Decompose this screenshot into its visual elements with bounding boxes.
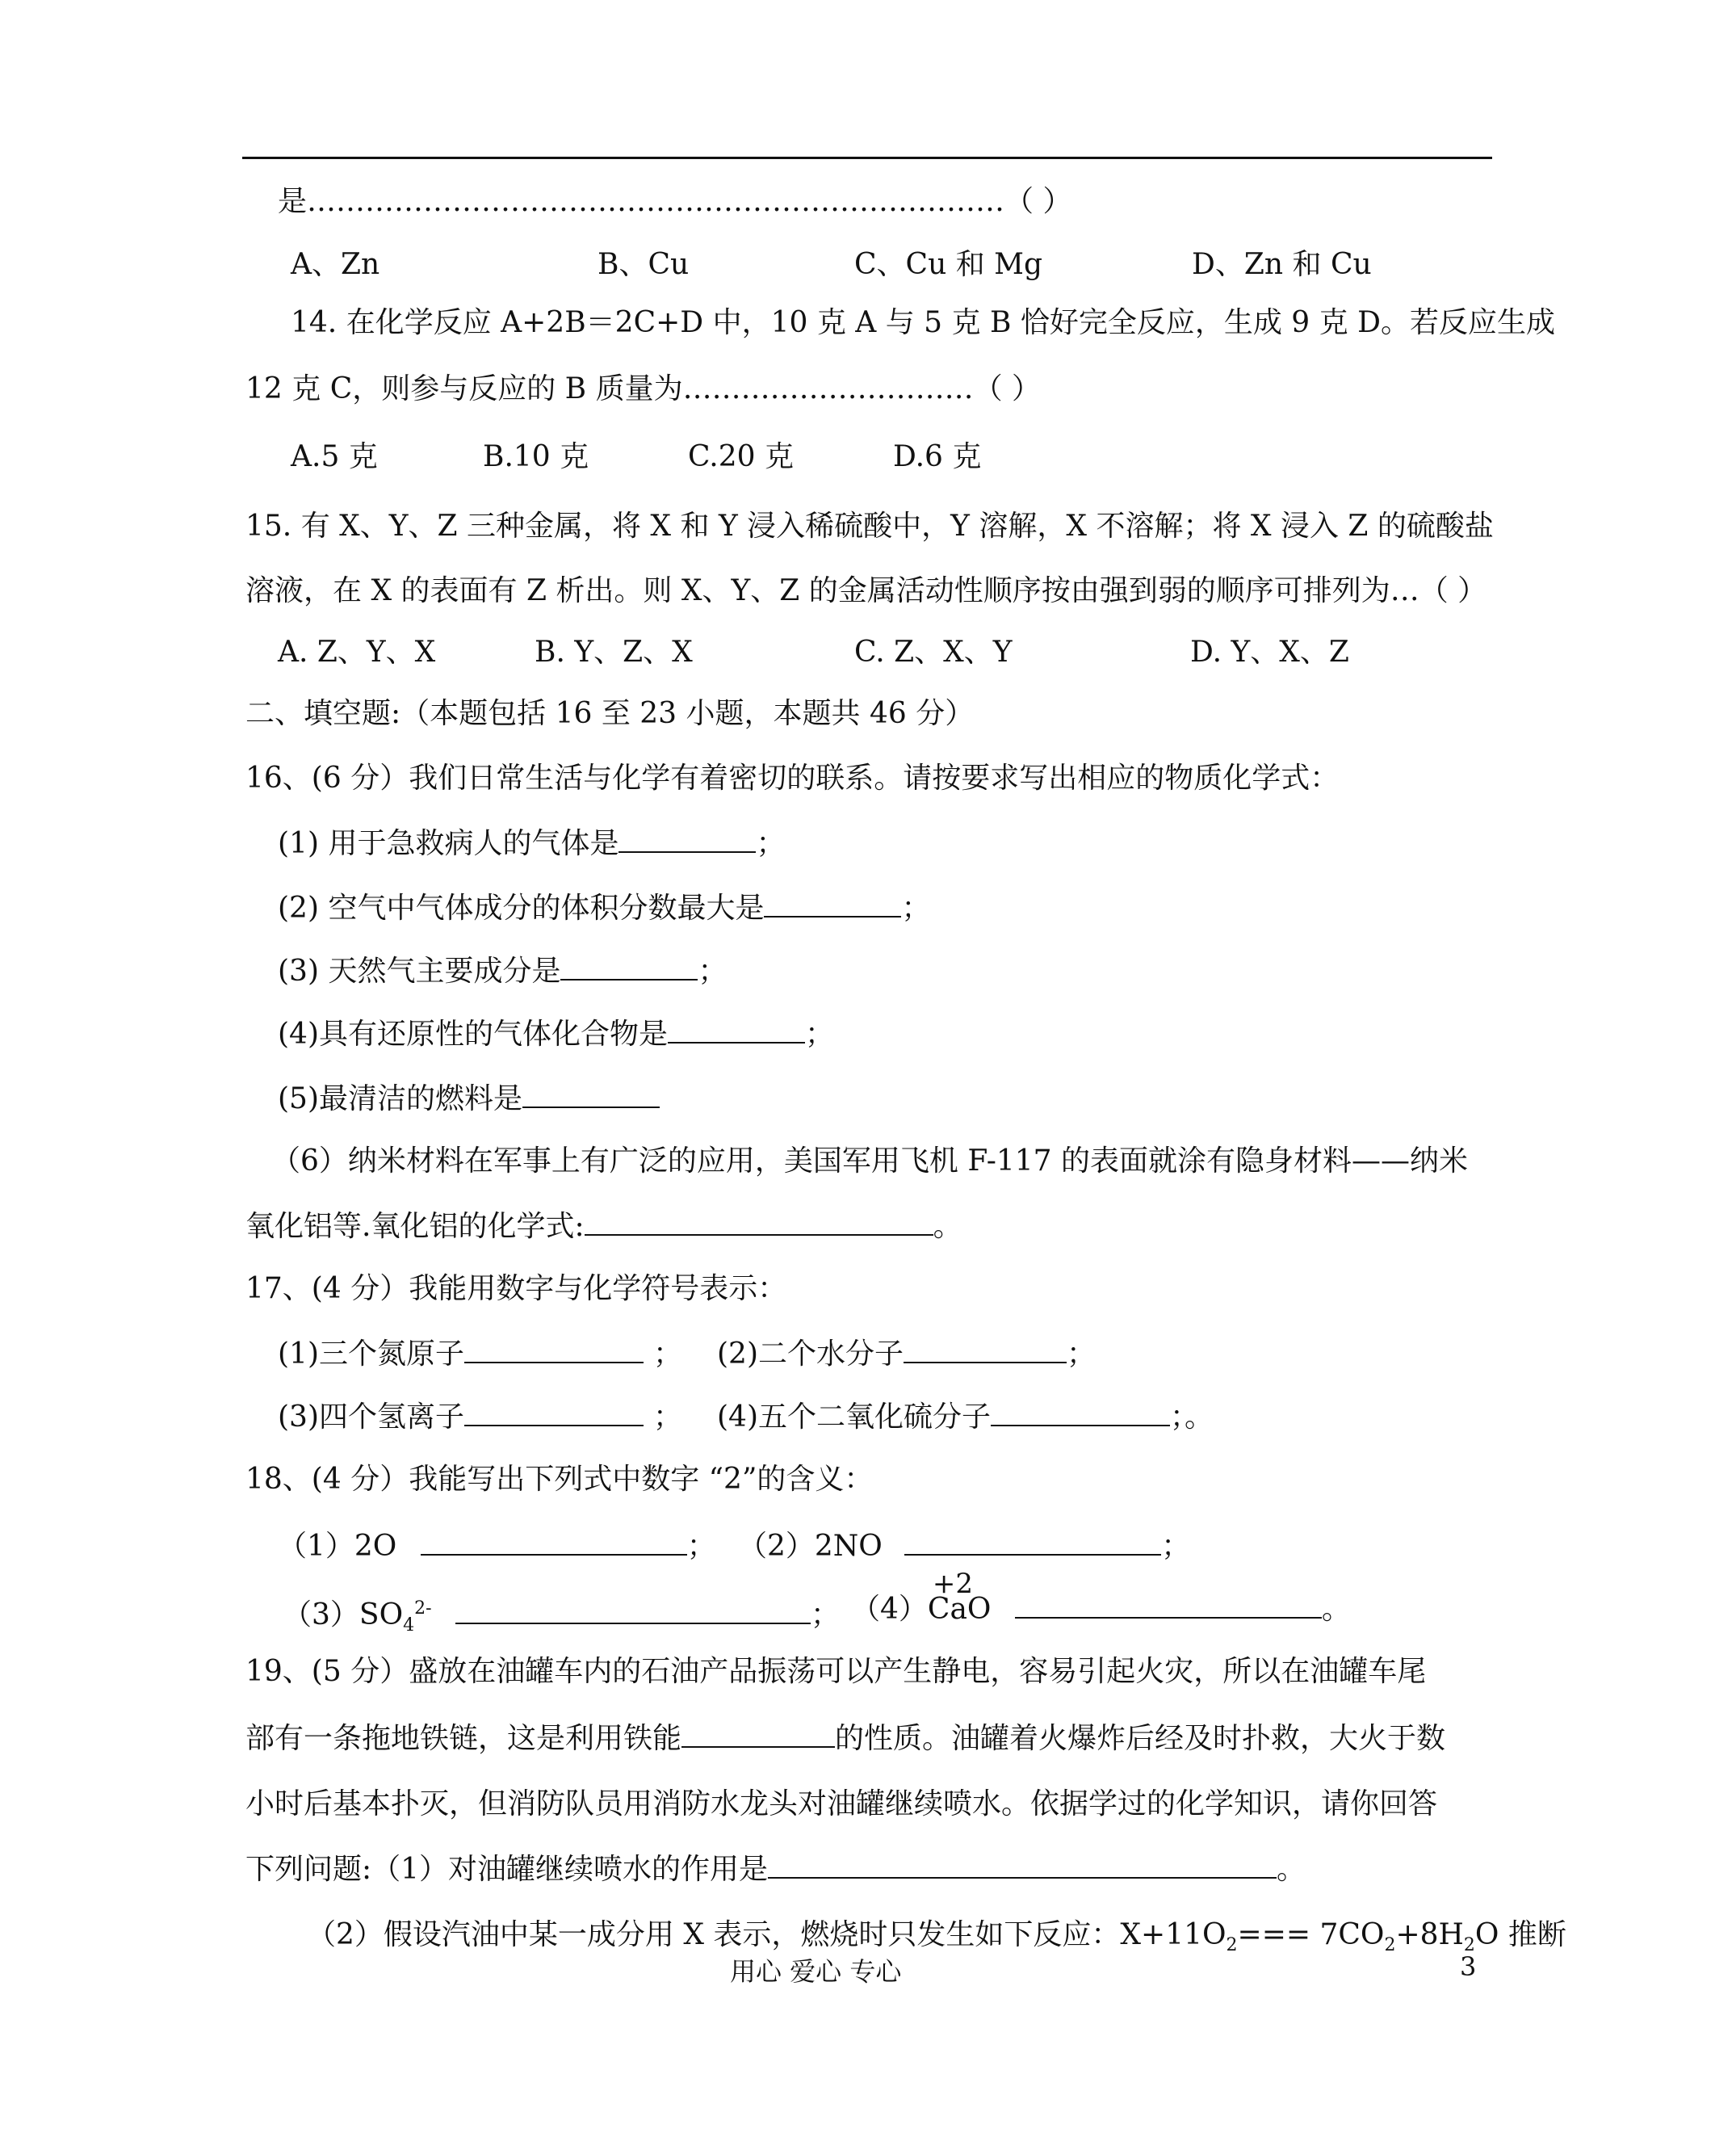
- formula-so4: [359, 1598, 432, 1636]
- answer-blank[interactable]: [455, 1597, 811, 1624]
- answer-blank[interactable]: [421, 1528, 687, 1556]
- q16-item-4: [278, 1016, 834, 1052]
- period: 。: [1277, 1853, 1306, 1886]
- answer-blank[interactable]: [768, 1851, 1277, 1879]
- q15-option-b: B. Y、Z、X: [535, 636, 693, 669]
- q18-item-4: [851, 1568, 1351, 1627]
- q14-option-a: A.5 克: [291, 440, 378, 473]
- q18-item-1-label: （1）: [278, 1530, 354, 1563]
- q16-item-4-text: (4)具有还原性的气体化合物是: [278, 1018, 668, 1051]
- q18-item-3-label: （3）: [283, 1598, 359, 1631]
- q17-item-3-text: (3)四个氢离子: [278, 1400, 464, 1434]
- q18-item-4-label: （4）: [851, 1593, 928, 1626]
- q18-item-1: [278, 1528, 716, 1564]
- valence-mark: +2: [932, 1568, 974, 1600]
- subscript: 2: [1384, 1935, 1396, 1956]
- q15-line2: 溶液，在 X 的表面有 Z 析出。则 X、Y、Z 的金属活动性顺序按由强到弱的顺序可排列为…（ ）: [245, 574, 1487, 607]
- so4-base: SO: [359, 1598, 404, 1631]
- q13-option-a: A、Zn: [291, 248, 380, 281]
- header-rule: [242, 157, 1492, 159]
- q19-line5-c: +8H: [1395, 1918, 1464, 1951]
- answer-blank[interactable]: [1015, 1591, 1322, 1619]
- q18-item-2-label: （2）: [738, 1530, 815, 1563]
- q14-line2: 12 克 C，则参与反应的 B 质量为…………………………（ ）: [245, 372, 1042, 405]
- q16-item-1: [278, 825, 785, 862]
- q16-item-6-text: 氧化铝等.氧化铝的化学式:: [245, 1210, 585, 1243]
- answer-blank[interactable]: [764, 890, 901, 918]
- q13-option-c: C、Cu 和 Mg: [854, 248, 1043, 281]
- period: 。: [1321, 1593, 1351, 1626]
- semicolon: ；: [810, 1598, 840, 1631]
- q17-item-4: [717, 1399, 1214, 1435]
- q15-option-a: A. Z、Y、X: [278, 636, 436, 669]
- q14-option-c: C.20 克: [688, 440, 794, 473]
- q14-option-b: B.10 克: [483, 440, 589, 473]
- answer-blank[interactable]: [464, 1399, 644, 1426]
- q17-item-2: [717, 1336, 1096, 1372]
- q17-stem: 17、(4 分）我能用数字与化学符号表示：: [245, 1272, 787, 1305]
- q16-item-6-line1: （6）纳米材料在军事上有广泛的应用，美国军用飞机 F-117 的表面就涂有隐身材料——纳米: [271, 1144, 1469, 1178]
- q18-item-2: [738, 1528, 1190, 1564]
- q16-item-2: [278, 890, 930, 926]
- semicolon: ；: [686, 1530, 716, 1563]
- semicolon: ；: [1067, 1337, 1097, 1371]
- q19-line1: 19、(5 分）盛放在油罐车内的石油产品振荡可以产生静电，容易引起火灾，所以在油罐车尾: [245, 1655, 1427, 1688]
- subscript: 2: [1463, 1935, 1475, 1956]
- q19-line2-a: 部有一条拖地铁链，这是利用铁能: [245, 1722, 682, 1755]
- answer-blank[interactable]: [464, 1336, 644, 1363]
- q17-item-1: [278, 1336, 682, 1372]
- semicolon: ；: [1161, 1530, 1191, 1563]
- cao-text: CaO: [927, 1593, 992, 1626]
- q16-stem: 16、(6 分）我们日常生活与化学有着密切的联系。请按要求写出相应的物质化学式：: [245, 762, 1340, 795]
- q13-option-b: B、Cu: [598, 248, 690, 281]
- q19-line5: [307, 1917, 1566, 1963]
- formula-cao: [927, 1568, 992, 1627]
- answer-blank[interactable]: [668, 1016, 805, 1044]
- answer-blank[interactable]: [681, 1720, 835, 1748]
- formula-2o: 2O: [354, 1530, 397, 1563]
- q17-item-2-text: (2)二个水分子: [717, 1337, 904, 1371]
- q16-item-3-text: (3) 天然气主要成分是: [278, 955, 561, 988]
- q19-line5-b: === 7CO: [1237, 1918, 1385, 1951]
- semicolon: ；: [756, 827, 786, 860]
- semicolon: ；: [653, 1400, 683, 1434]
- q19-line4: [245, 1851, 1306, 1888]
- q16-item-1-text: (1) 用于急救病人的气体是: [278, 827, 619, 860]
- footer-motto: 用心 爱心 专心: [730, 1956, 902, 1987]
- q19-line2: [245, 1720, 1445, 1757]
- page-number: 3: [1460, 1951, 1477, 1982]
- so4-charge: 2-: [414, 1598, 432, 1619]
- semicolon: ；: [653, 1337, 683, 1371]
- q17-item-4-text: (4)五个二氧化硫分子: [717, 1400, 991, 1434]
- q17-item-3: [278, 1399, 682, 1435]
- answer-blank[interactable]: [904, 1528, 1161, 1556]
- q18-stem: 18、(4 分）我能写出下列式中数字 “2”的含义：: [245, 1463, 874, 1496]
- q15-line1: 15. 有 X、Y、Z 三种金属，将 X 和 Y 浸入稀硫酸中，Y 溶解，X 不溶解；将 X 浸入 Z 的硫酸盐: [245, 510, 1494, 543]
- q13-continuation: 是………………………………………………………………（ ）: [278, 185, 1072, 218]
- q16-item-5-text: (5)最清洁的燃料是: [278, 1082, 522, 1115]
- q19-line3: 小时后基本扑灭，但消防队员用消防水龙头对油罐继续喷水。依据学过的化学知识，请你回答: [245, 1787, 1438, 1820]
- answer-blank[interactable]: [991, 1399, 1170, 1426]
- period: 。: [933, 1210, 962, 1243]
- q19-line2-b: 的性质。油罐着火爆炸后经及时扑救，大火于数: [835, 1722, 1446, 1755]
- q16-item-2-text: (2) 空气中气体成分的体积分数最大是: [278, 892, 765, 925]
- q16-item-5: [278, 1081, 660, 1117]
- q19-line5-d: O 推断: [1474, 1918, 1566, 1951]
- q14-line1: 14. 在化学反应 A+2B＝2C+D 中，10 克 A 与 5 克 B 恰好完全反应，生成 9 克 D。若反应生成: [291, 306, 1555, 339]
- q17-item-1-text: (1)三个氮原子: [278, 1337, 464, 1371]
- section-heading: 二、填空题:（本题包括 16 至 23 小题，本题共 46 分）: [245, 697, 975, 730]
- semicolon: ；: [698, 955, 728, 988]
- q18-item-3: [283, 1591, 840, 1644]
- q13-option-d: D、Zn 和 Cu: [1192, 248, 1372, 281]
- q19-line5-a: （2）假设汽油中某一成分用 X 表示，燃烧时只发生如下反应：X+11O: [307, 1918, 1227, 1951]
- formula-2no: 2NO: [814, 1530, 883, 1563]
- end-punct: ；。: [1170, 1400, 1214, 1434]
- q16-item-6-line2: [245, 1208, 962, 1245]
- q19-line4-a: 下列问题:（1）对油罐继续喷水的作用是: [245, 1853, 769, 1886]
- answer-blank[interactable]: [522, 1081, 660, 1108]
- semicolon: ；: [901, 892, 931, 925]
- answer-blank[interactable]: [560, 953, 698, 981]
- subscript: 2: [1226, 1935, 1238, 1956]
- q15-option-c: C. Z、X、Y: [854, 636, 1013, 669]
- answer-blank[interactable]: [619, 825, 756, 853]
- semicolon: ；: [805, 1018, 835, 1051]
- answer-blank[interactable]: [904, 1336, 1067, 1363]
- so4-subscript: 4: [403, 1615, 415, 1636]
- q14-option-d: D.6 克: [893, 440, 982, 473]
- q15-option-d: D. Y、X、Z: [1190, 636, 1349, 669]
- q16-item-3: [278, 953, 727, 989]
- answer-blank[interactable]: [585, 1208, 933, 1236]
